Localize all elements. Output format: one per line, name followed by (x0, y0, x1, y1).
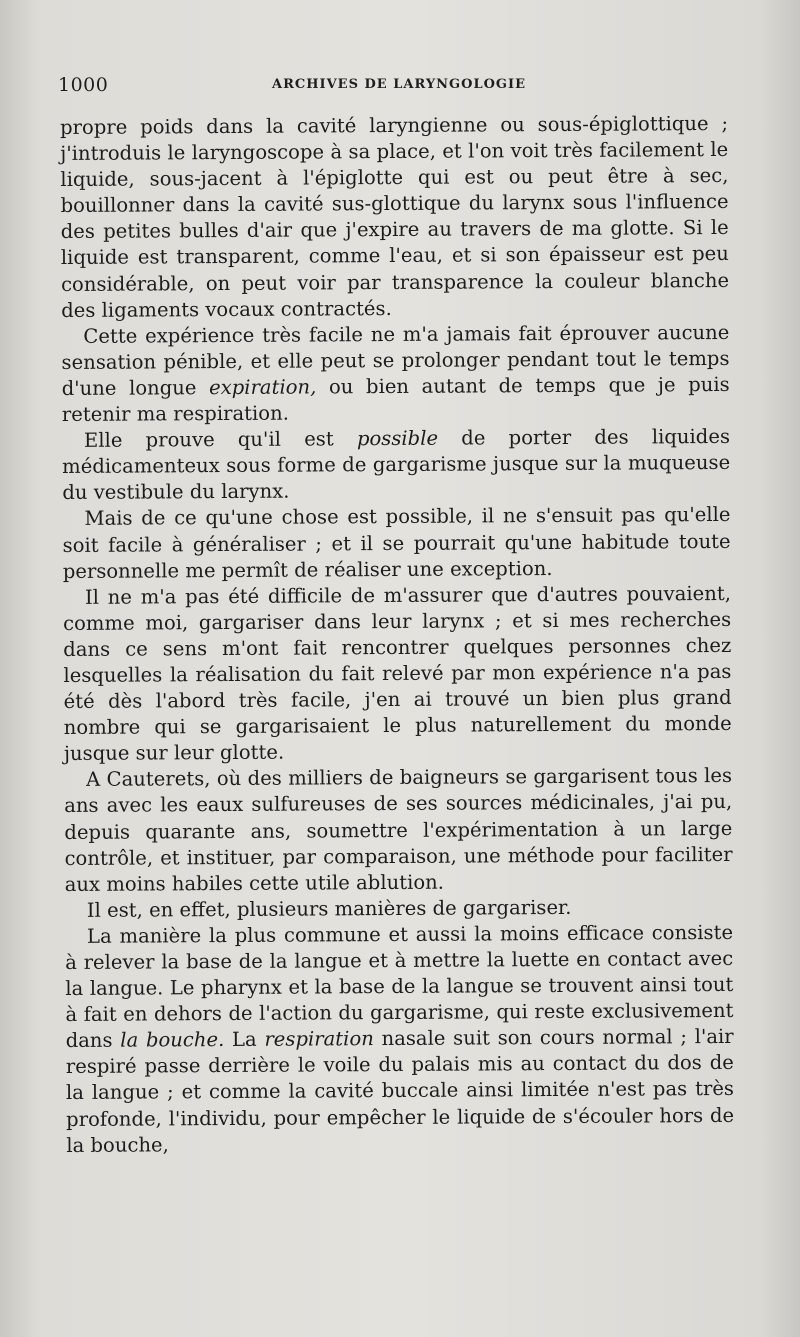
paragraph-2 (61, 320, 730, 428)
paragraph-2-text-a: Cette expérience très facile ne m'a jamais fait éprouver aucune sensation pénible, et elle peut se prolonger pendant tout le temps d'une longue (61, 320, 730, 400)
running-title: ARCHIVES DE LARYNGOLOGIE (272, 77, 526, 92)
paragraph-8-italic-2: respiration (264, 1027, 374, 1052)
paragraph-3-text-a: Elle prouve qu'il est (83, 427, 357, 452)
body-text (60, 111, 734, 1159)
paragraph-3 (62, 424, 730, 506)
paragraph-6 (64, 763, 733, 898)
paragraph-5-text: Il ne m'a pas été difficile de m'assurer que d'autres pouvaient, comme moi, gargariser dans leur larynx ; et si mes recherches dans ce sens m'ont fait rencontrer quelques personnes chez lesquelles la réalisation du fait relevé par mon expérience n'a pas été dès l'abord très facile, j'en ai trouvé un bien plus grand nombre qui se gargarisaient le plus naturellement du monde jusque sur leur glotte. (63, 581, 732, 766)
page-header (58, 74, 728, 102)
paragraph-2-text-b: ou bien autant de temps que je puis retenir ma respiration. (61, 372, 730, 427)
paragraph-6-text: A Cauterets, où des milliers de baigneurs se gargarisent tous les ans avec les eaux sulfureuses de ses sources médicinales, j'ai pu, depuis quarante ans, soumettre l'expérimentation à un large contrôle, et instituer, par comparaison, une méthode pour faciliter aux moins habiles cette utile ablution. (64, 764, 733, 896)
paragraph-8-text-b: La (224, 1028, 265, 1052)
paragraph-2-italic: expiration, (209, 375, 317, 400)
paragraph-4 (62, 502, 730, 584)
paragraph-1-text: propre poids dans la cavité laryngienne ou sous-épiglottique ; j'introduis le laryngoscope à sa place, et l'on voit très facilement le liquide, sous-jacent à l'épiglotte qui est ou peut être à sec, bouillonner dans la cavité sus-glottique du larynx sous l'influence des petites bulles d'air que j'expire au travers de ma glotte. Si le liquide est transparent, comme l'eau, et si son épaisseur est peu considérable, on peut voir par transparence la couleur blanche des ligaments vocaux contractés. (60, 111, 730, 322)
page-number: 1000 (58, 74, 109, 96)
paragraph-8-text-a: La manière la plus commune et aussi la moins efficace consiste à relever la base de la langue et à mettre la luette en contact avec la langue. Le pharynx et la base de la langue se trouvent ainsi tout à fait en dehors de l'action du gargarisme, qui reste exclusivement dans (65, 920, 734, 1053)
paragraph-4-text: Mais de ce qu'une chose est possible, il ne s'ensuit pas qu'elle soit facile à généraliser ; et il se pourrait qu'une habitude toute personnelle me permît de réaliser une exception. (62, 503, 731, 583)
paragraph-8-italic-1: la bouche. (120, 1028, 225, 1052)
paragraph-5 (63, 581, 732, 768)
paragraph-8-text-c: nasale suit son cours normal ; l'air respiré passe derrière le voile du palais mis au contact du dos de la langue ; et comme la cavité buccale ainsi limitée n'est pas très profonde, l'individu, pour empêcher le liquide de s'écouler hors de la bouche, (65, 1025, 735, 1157)
paragraph-8 (65, 920, 734, 1159)
paragraph-7-text: Il est, en effet, plusieurs manières de gargariser. (86, 895, 572, 922)
paragraph-1 (60, 111, 729, 324)
paragraph-7 (65, 894, 733, 924)
paragraph-3-italic: possible (356, 426, 439, 451)
paragraph-3-text-b: de porter des liquides médicamenteux sous forme de gargarisme jusque sur la muqueuse du vestibule du larynx. (62, 425, 731, 505)
